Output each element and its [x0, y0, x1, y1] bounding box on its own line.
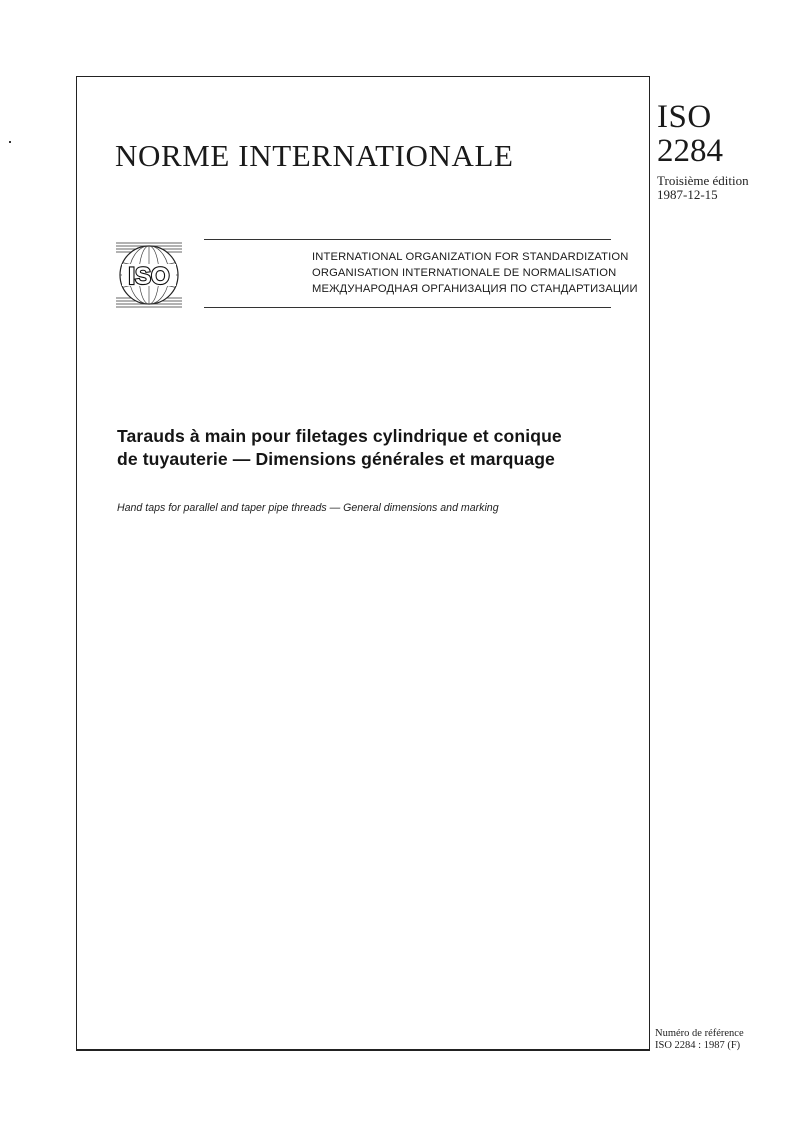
reference-block — [655, 1028, 791, 1052]
org-name-french: ORGANISATION INTERNATIONALE DE NORMALISATION — [312, 267, 617, 279]
standard-identifier-panel — [657, 100, 787, 202]
header-rule-bottom — [204, 307, 611, 308]
reference-code: ISO 2284 : 1987 (F) — [655, 1040, 741, 1051]
org-name-russian: МЕЖДУНАРОДНАЯ ОРГАНИЗАЦИЯ ПО СТАНДАРТИЗАЦИИ — [312, 283, 638, 295]
english-title: Hand taps for parallel and taper pipe threads — General dimensions and marking — [117, 502, 499, 514]
header-rule-top — [204, 239, 611, 240]
standard-number: 2284 — [657, 133, 723, 169]
stray-mark — [9, 141, 11, 143]
iso-logo-icon — [116, 240, 182, 310]
page-frame — [76, 76, 650, 1051]
edition-date: 1987-12-15 — [657, 187, 718, 202]
logo-text: ISO — [128, 263, 170, 290]
organization-names — [312, 249, 638, 297]
french-title-line-1: Tarauds à main pour filetages cylindrique et conique — [117, 426, 562, 446]
french-title — [117, 425, 637, 471]
reference-label: Numéro de référence — [655, 1028, 744, 1039]
org-name-english: INTERNATIONAL ORGANIZATION FOR STANDARDIZATION — [312, 251, 629, 263]
standard-label: ISO — [657, 99, 712, 135]
edition-text: Troisième édition — [657, 173, 749, 188]
french-title-line-2: de tuyauterie — Dimensions générales et marquage — [117, 449, 555, 469]
document-heading: NORME INTERNATIONALE — [115, 138, 514, 173]
